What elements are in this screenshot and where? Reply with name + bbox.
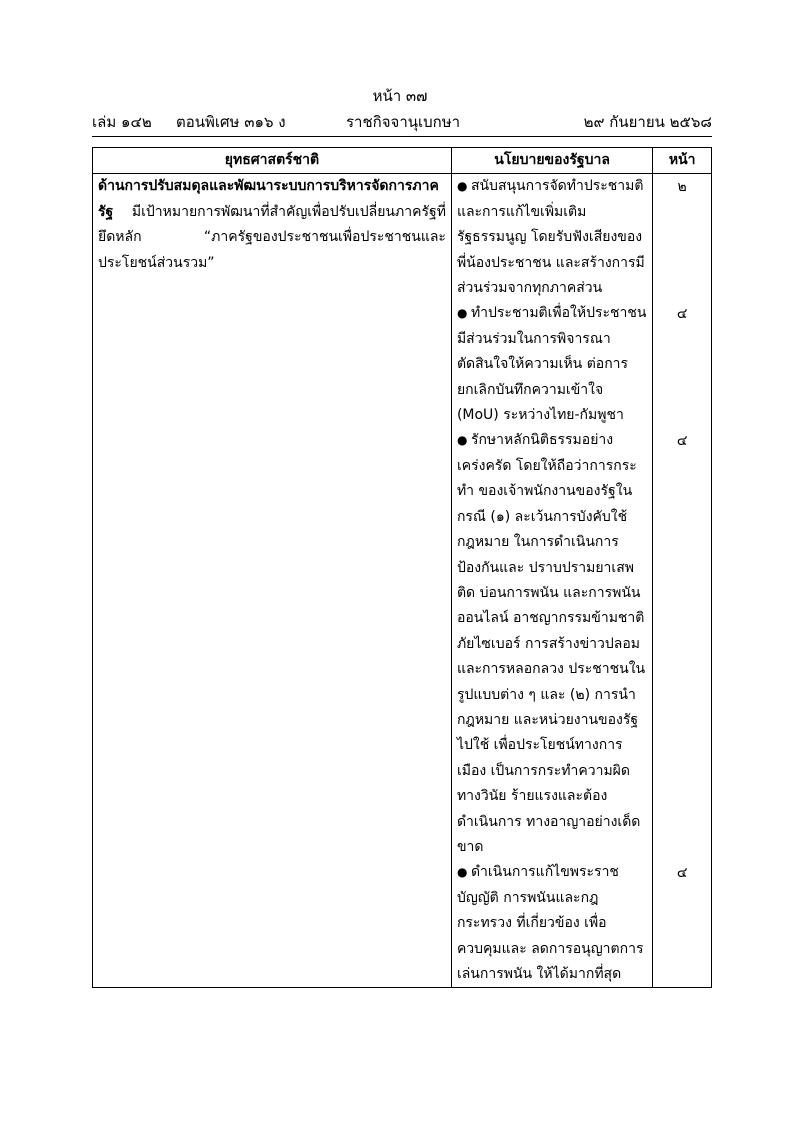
policy-text: รักษาหลักนิติธรรมอย่างเคร่งครัด โดยให้ถือว่าการกระทำ ของเจ้าพนักงานของรัฐในกรณี (๑) ละเว้นการบังคับใช้กฎหมาย ในการดำเนินการป้องกันและ ปราบปรามยาเสพติด บ่อนการพนัน และการพนันออนไลน์ อาชญากรรมข้ามชาติ ภัยไซเบอร์ การสร้างข่าวปลอมและการหลอกลวง ประชาชนในรูปแบบต่าง ๆ และ (๒) การนำกฎหมาย และหน่วยงานของรัฐไปใช้ เพื่อประโยชน์ทางการเมือง เป็นการกระทำความผิดทางวินัย ร้ายแรงและต้องดำเนินการ ทางอาญาอย่างเด็ดขาด [456, 432, 646, 855]
bullet-icon: ● [456, 433, 468, 448]
page-ref-1: ๒ [677, 178, 687, 195]
publication-date: ๒๙ กันยายน ๒๕๖๘ [583, 113, 712, 131]
page-ref-4: ๔ [676, 864, 688, 881]
header-rule [92, 136, 712, 137]
table-row [93, 174, 712, 988]
policy-text: ดำเนินการแก้ไขพระราชบัญญัติ การพนันและกฎกระทรวง ที่เกี่ยวข้อง เพื่อควบคุมและ ลดการอนุญาตการเล่นการพนัน ให้ได้มากที่สุด [456, 864, 644, 982]
header-policy: นโยบายของรัฐบาล [451, 148, 652, 174]
header-page: หน้า [653, 148, 712, 174]
policy-item-2 [457, 301, 647, 428]
publication-name: ราชกิจจานุเบกษา [346, 113, 461, 131]
issue-number: ตอนพิเศษ ๓๑๖ ง [176, 113, 286, 131]
strategy-cell [93, 174, 452, 988]
bullet-icon: ● [456, 865, 468, 880]
gazette-header [92, 110, 712, 132]
strategy-text [98, 174, 446, 276]
table-header-row [93, 148, 712, 174]
strategy-title: ด้านการปรับสมดุลและพัฒนาระบบการบริหารจัดการภาครัฐ [98, 178, 439, 220]
strategy-policy-table [92, 147, 712, 988]
policy-item-3 [457, 428, 647, 860]
policy-text: ทำประชามติเพื่อให้ประชาชน มีส่วนร่วมในการพิจารณา ตัดสินใจให้ความเห็น ต่อการยกเลิกบันทึกความเข้าใจ (MoU) ระหว่างไทย-กัมพูชา [456, 305, 647, 424]
bullet-icon: ● [456, 306, 468, 321]
page-ref-3: ๔ [676, 432, 688, 449]
policy-item-4 [457, 860, 647, 987]
policy-item-1 [457, 174, 647, 301]
header-strategy: ยุทธศาสตร์ชาติ [93, 148, 452, 174]
strategy-description: มีเป้าหมายการพัฒนาที่สำคัญเพื่อปรับเปลี่ยนภาครัฐที่ยึดหลัก “ภาครัฐของประชาชนเพื่อประชาชนและประโยชน์ส่วนรวม” [98, 203, 446, 271]
volume-number: เล่ม ๑๔๒ [92, 113, 152, 131]
page-cell [653, 174, 712, 988]
policy-cell [451, 174, 652, 988]
bullet-icon: ● [456, 179, 468, 194]
policy-text: สนับสนุนการจัดทำประชามติและการแก้ไขเพิ่มเติมรัฐธรรมนูญ โดยรับฟังเสียงของพี่น้องประชาชน และสร้างการมีส่วนร่วมจากทุกภาคส่วน [456, 178, 645, 297]
page-ref-2: ๔ [676, 305, 688, 322]
page-number: หน้า ๓๗ [372, 87, 428, 105]
